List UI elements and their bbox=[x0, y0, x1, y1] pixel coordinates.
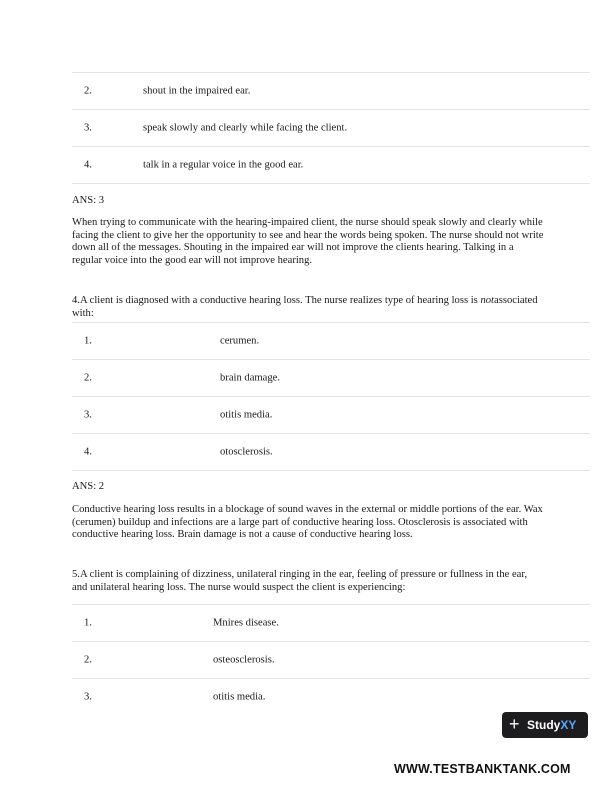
q4-stem bbox=[72, 295, 544, 320]
option-number: 2. bbox=[84, 654, 92, 666]
option-row bbox=[72, 110, 590, 147]
option-row bbox=[72, 147, 590, 184]
option-number: 4. bbox=[84, 446, 92, 458]
q4-stem-negation: not bbox=[480, 295, 494, 306]
q4-options-table bbox=[72, 322, 590, 471]
option-row bbox=[72, 434, 590, 471]
q5-options-table bbox=[72, 604, 590, 715]
option-number: 3. bbox=[84, 691, 92, 703]
option-text: osteosclerosis. bbox=[213, 654, 275, 666]
footer-url: WWW.TESTBANKTANK.COM bbox=[394, 762, 571, 776]
q5-stem: 5.A client is complaining of dizziness, unilateral ringing in the ear, feeling of pressure or fullness in the ear, and unilateral hearing loss. The nurse would suspect the client is experiencing: bbox=[72, 569, 528, 593]
option-row bbox=[72, 605, 590, 642]
option-number: 4. bbox=[84, 159, 92, 171]
option-row bbox=[72, 642, 590, 679]
option-text: otitis media. bbox=[220, 409, 273, 421]
q3-answer: ANS: 3 bbox=[72, 195, 105, 206]
option-text: cerumen. bbox=[220, 335, 260, 347]
option-number: 2. bbox=[84, 372, 92, 384]
option-number: 2. bbox=[84, 85, 92, 97]
option-text: Mnires disease. bbox=[213, 617, 279, 629]
option-row bbox=[72, 360, 590, 397]
q4-rationale: Conductive hearing loss results in a blockage of sound waves in the external or middle portions of the ear. Wax (cerumen) buildup and infections are a large part of conductive hearing loss. Otosclerosis is associated with conductive hearing loss. Brain damage is not a cause of conductive hearing loss. bbox=[72, 504, 543, 541]
q3-options-table bbox=[72, 72, 590, 184]
option-text: talk in a regular voice in the good ear. bbox=[143, 159, 304, 171]
plus-icon: + bbox=[509, 714, 520, 734]
option-number: 1. bbox=[84, 617, 92, 629]
q4-answer: ANS: 2 bbox=[72, 481, 105, 492]
option-number: 3. bbox=[84, 122, 92, 134]
option-row bbox=[72, 397, 590, 434]
option-text: shout in the impaired ear. bbox=[143, 85, 251, 97]
option-row bbox=[72, 323, 590, 360]
option-number: 3. bbox=[84, 409, 92, 421]
option-text: otosclerosis. bbox=[220, 446, 273, 458]
option-text: brain damage. bbox=[220, 372, 281, 384]
studyxy-logo-text: StudyXY bbox=[527, 718, 577, 732]
option-number: 1. bbox=[84, 335, 92, 347]
option-text: otitis media. bbox=[213, 691, 266, 703]
option-text: speak slowly and clearly while facing the client. bbox=[143, 122, 348, 134]
studyxy-badge[interactable] bbox=[502, 712, 588, 738]
option-row bbox=[72, 73, 590, 110]
q4-stem-part-a: 4.A client is diagnosed with a conductive hearing loss. The nurse realizes type of hearing loss is bbox=[72, 295, 481, 306]
q3-rationale: When trying to communicate with the hearing-impaired client, the nurse should speak slowly and clearly while facing the client to give her the opportunity to see and hear the words being spoken. The nurse should not write down all of the messages. Shouting in the impaired ear will not improve the clients hearing. Talking in a regular voice into the good ear will not improve hearing. bbox=[72, 217, 544, 266]
option-row bbox=[72, 679, 590, 715]
q4-stem-part-b: associated with: bbox=[72, 295, 538, 319]
